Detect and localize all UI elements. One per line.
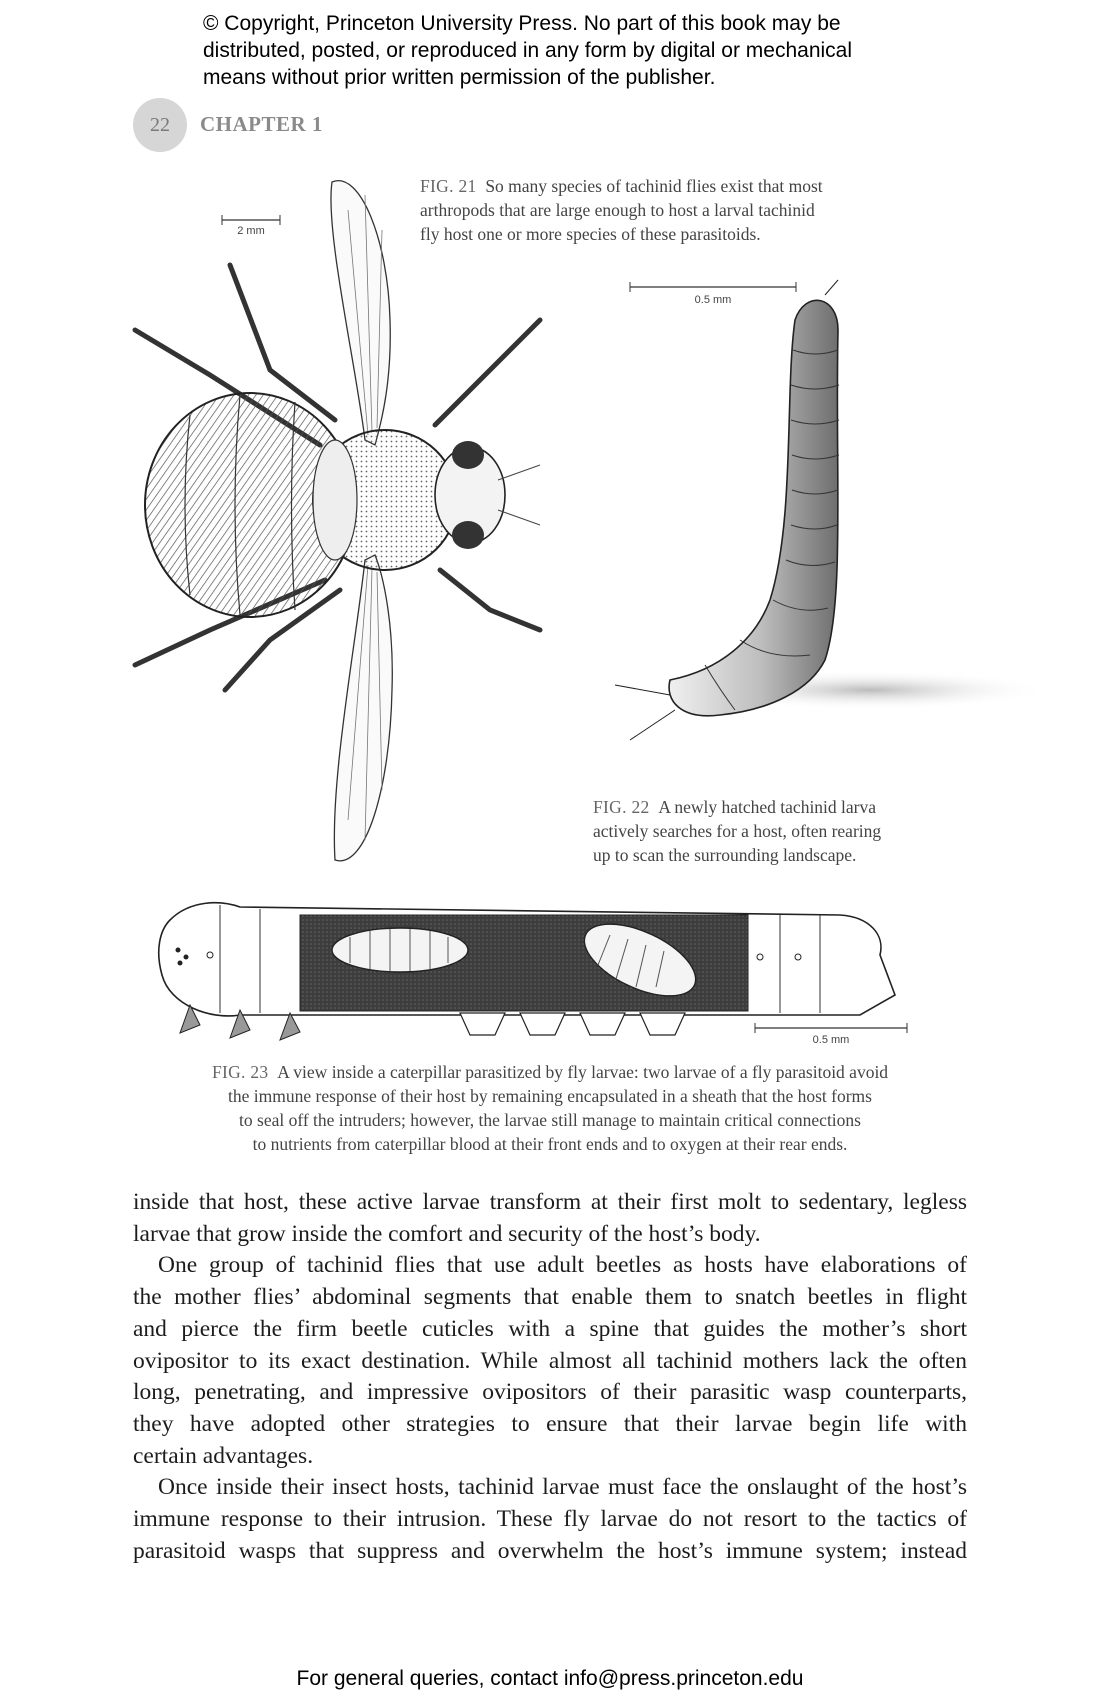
figure-23-line: to seal off the intruders; however, the larvae still manage to maintain critical connections <box>239 1110 861 1130</box>
fly-scale-label: 2 mm <box>237 225 265 237</box>
copyright-line: © Copyright, Princeton University Press. No part of this book may be <box>203 12 841 35</box>
body-line: long, penetrating, and impressive ovipositors of their parasitic wasp counterparts, <box>133 1379 967 1406</box>
body-line: parasitoid wasps that suppress and overwhelm the host’s immune system; instead <box>133 1537 967 1564</box>
chapter-title: CHAPTER 1 <box>200 112 323 136</box>
page-number: 22 <box>133 98 187 152</box>
body-line: immune response to their intrusion. These fly larvae do not resort to the tactics of <box>133 1506 967 1533</box>
body-line: and pierce the firm beetle cuticles with a spine that guides the mother’s short <box>133 1315 967 1342</box>
larva-scale-label: 0.5 mm <box>694 294 732 306</box>
caterpillar-scale-bar <box>755 1023 907 1045</box>
figure-21-line: arthropods that are large enough to host a larval tachinid <box>420 200 815 220</box>
body-line: Once inside their insect hosts, tachinid larvae must face the onslaught of the host’s <box>158 1474 967 1501</box>
figure-22-label: FIG. 22 <box>593 797 650 817</box>
copyright-notice <box>203 10 963 91</box>
body-line: inside that host, these active larvae transform at their first molt to sedentary, legless <box>133 1189 967 1215</box>
body-line: they have adopted other strategies to ensure that their larvae begin life with <box>133 1410 967 1437</box>
figure-21-label: FIG. 21 <box>420 176 477 196</box>
figure-22-line: actively searches for a host, often rearing <box>593 821 882 841</box>
larva-illustration <box>610 270 1050 760</box>
body-line: larvae that grow inside the comfort and security of the host’s body. <box>133 1220 761 1247</box>
larva-scale-bar <box>630 282 796 306</box>
body-line: certain advantages. <box>133 1442 314 1469</box>
caterpillar-illustration <box>150 895 960 1045</box>
fly-scale-bar <box>222 215 280 237</box>
copyright-line: distributed, posted, or reproduced in any form by digital or mechanical <box>203 39 853 62</box>
figure-22-line: A newly hatched tachinid larva <box>658 797 877 817</box>
figure-23-label: FIG. 23 <box>211 1062 269 1082</box>
footer-contact: For general queries, contact info@press.princeton.edu <box>296 1667 804 1690</box>
figure-23-line: to nutrients from caterpillar blood at their front ends and to oxygen at their rear ends. <box>252 1134 848 1154</box>
body-line: ovipositor to its exact destination. While almost all tachinid mothers lack the often <box>133 1347 967 1374</box>
body-line: the mother flies’ abdominal segments that enable them to snatch beetles in flight <box>133 1284 967 1311</box>
body-line: One group of tachinid flies that use adult beetles as hosts have elaborations of <box>158 1252 967 1279</box>
figure-21-caption <box>420 174 823 246</box>
figure-21-line: fly host one or more species of these parasitoids. <box>420 224 761 244</box>
copyright-line: means without prior written permission of the publisher. <box>203 66 716 89</box>
figure-22-line: up to scan the surrounding landscape. <box>593 845 857 865</box>
figure-23-line: A view inside a caterpillar parasitized by fly larvae: two larvae of a fly parasitoid avoid <box>277 1062 889 1082</box>
figure-23-line: the immune response of their host by remaining encapsulated in a sheath that the host forms <box>228 1086 872 1106</box>
figure-21-line: So many species of tachinid flies exist that most <box>485 176 823 196</box>
caterpillar-scale-label: 0.5 mm <box>812 1034 850 1045</box>
fly-illustration <box>120 170 600 870</box>
body-text <box>133 1187 967 1567</box>
figure-22-caption <box>593 795 881 867</box>
encapsulated-larva <box>332 928 468 972</box>
figure-23-caption <box>140 1060 960 1156</box>
